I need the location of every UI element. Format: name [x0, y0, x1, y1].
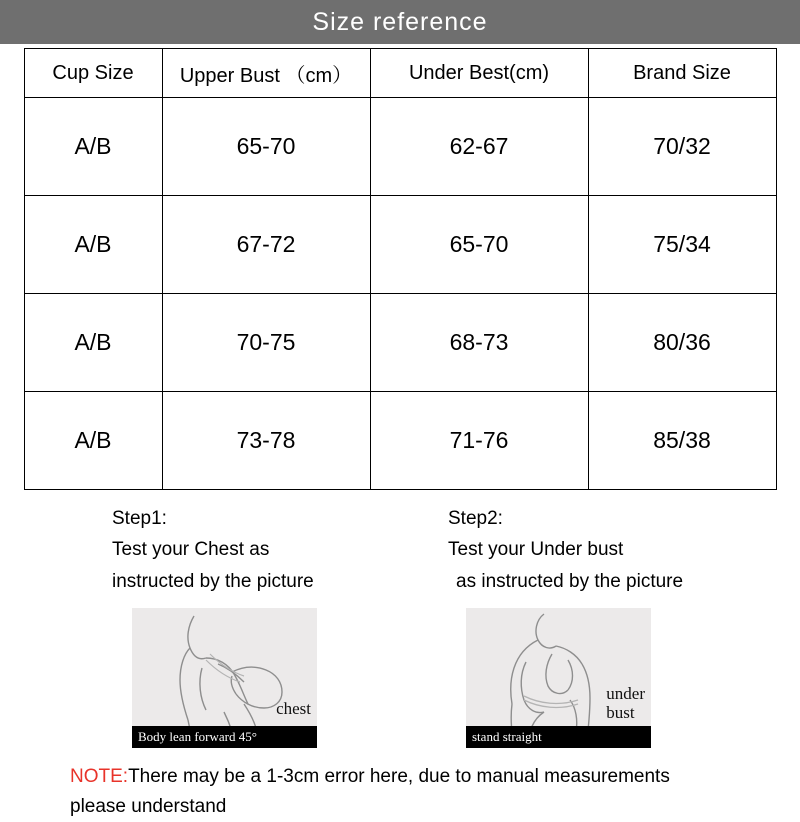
chest-measure-illustration [132, 608, 317, 748]
cell-upper-bust: 70-75 [162, 294, 370, 392]
column-header-upper-bust: Upper Bust （cm） [162, 49, 370, 98]
cell-cup-size: A/B [24, 98, 162, 196]
underbust-figure-label-line-1: under [606, 684, 645, 703]
step-2-line-1: Test your Under bust [448, 539, 624, 560]
step-1-title: Step1: [112, 508, 167, 529]
cell-brand-size: 80/36 [588, 294, 776, 392]
cell-under-best: 68-73 [370, 294, 588, 392]
cell-upper-bust: 65-70 [162, 98, 370, 196]
note-label: NOTE: [70, 766, 129, 787]
step-1-line-2: instructed by the picture [112, 571, 314, 592]
step-2-title: Step2: [448, 508, 503, 529]
cell-cup-size: A/B [24, 196, 162, 294]
table-body [24, 98, 776, 490]
note-line-1 [70, 762, 770, 792]
note-text: There may be a 1-3cm error here, due to manual measurements [128, 766, 670, 787]
table-header [24, 49, 776, 98]
underbust-figure-label [606, 684, 645, 722]
page-title: Size reference [312, 7, 488, 36]
underbust-figure-label-line-2: bust [606, 703, 635, 722]
cell-cup-size: A/B [24, 392, 162, 490]
underbust-measure-illustration [466, 608, 651, 748]
column-header-cup-size: Cup Size [24, 49, 162, 98]
step-2-line-2: as instructed by the picture [456, 571, 684, 592]
cell-upper-bust: 73-78 [162, 392, 370, 490]
cell-under-best: 62-67 [370, 98, 588, 196]
figure-wrap-underbust [400, 608, 800, 748]
cell-brand-size: 70/32 [588, 98, 776, 196]
size-table [24, 48, 777, 490]
cell-upper-bust: 67-72 [162, 196, 370, 294]
page-header [0, 0, 800, 44]
table-header-row [24, 49, 776, 98]
steps-section [0, 504, 800, 598]
column-header-brand-size: Brand Size [588, 49, 776, 98]
cell-under-best: 71-76 [370, 392, 588, 490]
table-row [24, 392, 776, 490]
table-row [24, 196, 776, 294]
step-2 [400, 504, 800, 598]
table-row [24, 294, 776, 392]
chest-figure-label: chest [276, 699, 311, 718]
cell-brand-size: 85/38 [588, 392, 776, 490]
figure-wrap-chest [0, 608, 400, 748]
cell-brand-size: 75/34 [588, 196, 776, 294]
step-1 [0, 504, 400, 598]
chest-figure-caption: Body lean forward 45° [132, 726, 317, 748]
step-1-line-1: Test your Chest as [112, 539, 270, 560]
underbust-figure-caption: stand straight [466, 726, 651, 748]
column-header-under-best: Under Best(cm) [370, 49, 588, 98]
note-section [70, 762, 770, 822]
cell-cup-size: A/B [24, 294, 162, 392]
figures-section [0, 608, 800, 748]
cell-under-best: 65-70 [370, 196, 588, 294]
note-line-2: please understand [70, 796, 227, 817]
table-row [24, 98, 776, 196]
